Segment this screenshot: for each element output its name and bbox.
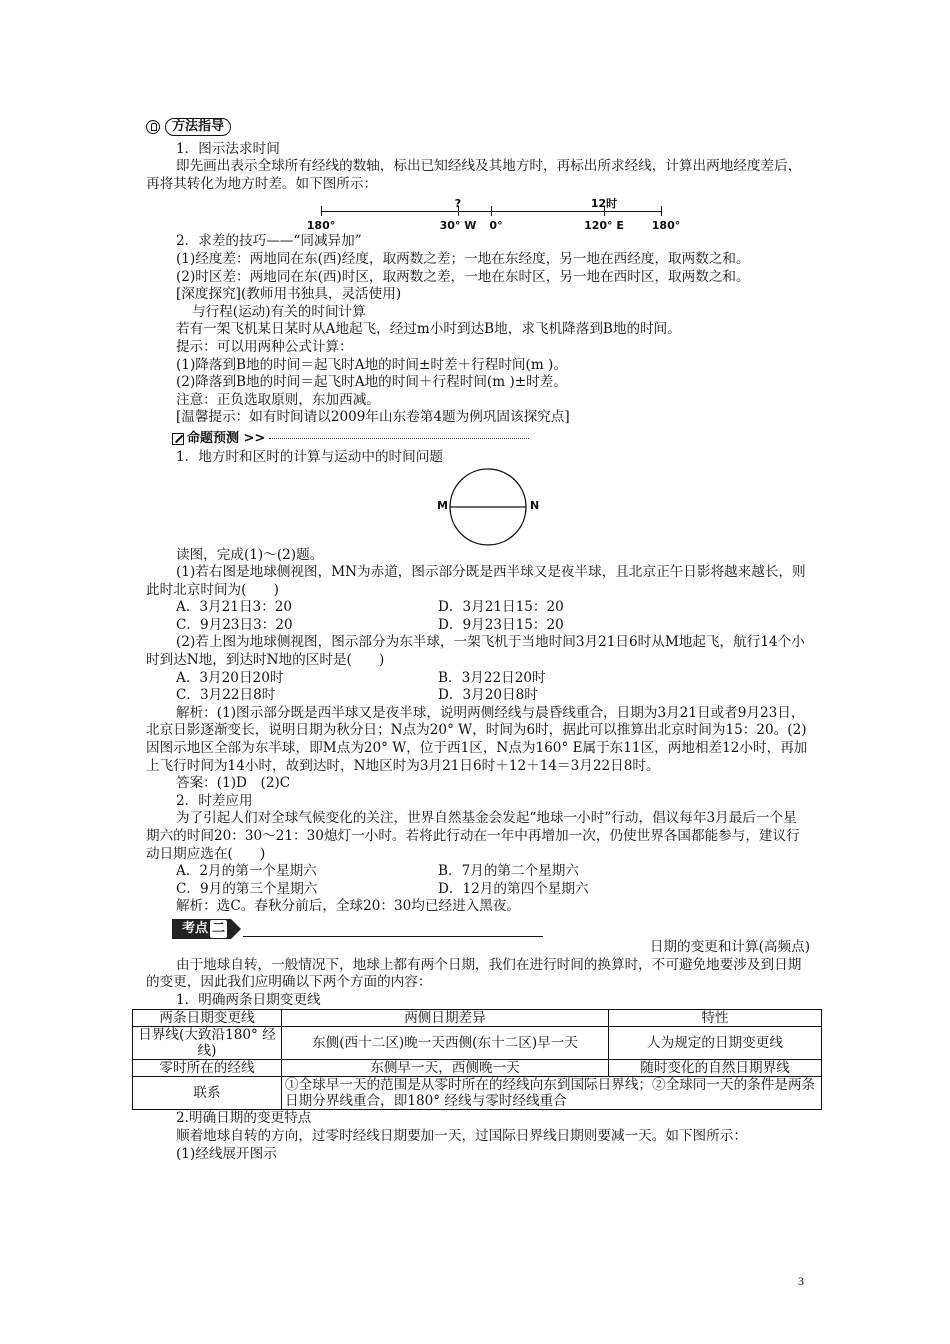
choice: D．12月的第四个星期六 [438, 880, 589, 897]
paragraph: [温馨提示：如有时间请以2009年山东卷第4题为例巩固该探究点] [176, 409, 570, 426]
time-label-12: 12时 [590, 197, 618, 211]
question-heading: 2．时差应用 [176, 792, 253, 809]
analysis: 解析：(1)图示部分既是西半球又是夜半球，说明两侧经线与晨昏线重合，日期为3月21日或者9月23日，北京日影逐渐变长，说明日期为秋分日；N点为20° W，时间为6时，据此可以推算出北京时间为15：20。(2)因图示地区全部为东半球，即M点为20° W，位于西1区，N点为160° E属于东11区，两地相差12小时，再加上飞行时间为14小时，故到达时，N地区时为3月21日6时＋12＋14＝3月22日8时。 [146, 704, 808, 774]
answer: 答案：(1)D (2)C [176, 775, 291, 792]
date-line-table [132, 1009, 822, 1110]
point-n-label: N [530, 498, 540, 512]
choices [146, 863, 810, 898]
table-header-cell: 两侧日期差异 [282, 1010, 609, 1027]
longitude-number-line [146, 195, 810, 233]
choice: C．9月的第三个星期六 [176, 880, 318, 897]
paragraph: 若有一架飞机某日某时从A地起飞，经过m小时到达B地，求飞机降落到B地的时间。 [176, 321, 681, 338]
choices [146, 599, 810, 634]
table-cell: 联系 [133, 1077, 282, 1110]
sub-question: (1)若右图是地球侧视图，MN为赤道，图示部分既是西半球又是夜半球，且北京正午日影将越来越长，则此时北京时间为( ) [146, 564, 806, 598]
table-header-cell: 特性 [609, 1010, 822, 1027]
kaodian-badge: 考点 二 [172, 919, 231, 939]
tick [321, 206, 322, 216]
tick-label: 180° [651, 219, 681, 233]
paragraph: 与行程(运动)有关的时间计算 [192, 303, 366, 320]
table-cell: 东侧(西十二区)晚一天西侧(东十二区)早一天 [282, 1027, 609, 1060]
question-text: 为了引起人们对全球气候变化的关注，世界自然基金会发起“地球一小时”行动，倡议每年3月最后一个星期六的时间20：30～21：30熄灯一小时。若将此行动在一年中再增加一次，仍使世界各国都能参与，建议行动日期应选在( ) [146, 810, 800, 862]
lightbulb-icon [146, 120, 160, 134]
heading: 2．求差的技巧——“同减异加” [176, 233, 362, 250]
paragraph: 读图，完成(1)～(2)题。 [176, 546, 324, 563]
earth-side-view-figure [146, 467, 810, 547]
paragraph: (1)降落到B地的时间＝起飞时A地的时间±时差＋行程时间(m )。 [176, 356, 567, 373]
tick-label: 180° [306, 219, 336, 233]
choice: D．3月20日8时 [438, 687, 538, 704]
choice: C．3月22日8时 [176, 687, 276, 704]
paragraph: [深度探究](教师用书独具，灵活使用) [176, 286, 402, 303]
tick-label: 120° E [584, 219, 624, 233]
table-row [133, 1027, 822, 1060]
paragraph: 即先画出表示全球所有经线的数轴，标出已知经线及其地方时，再标出所求经线，计算出两地经度差后，再将其转化为地方时差。如下图所示： [146, 158, 802, 192]
paragraph: 提示：可以用两种公式计算： [176, 338, 353, 355]
table-cell: ①全球早一天的范围是从零时所在的经线向东到国际日界线；②全球同一天的条件是两条日期分界线重合，即180° 经线与零时经线重合 [282, 1077, 822, 1110]
paragraph: (1)经度差：两地同在东(西)经度，取两数之差；一地在东经度，另一地在西经度，取两数之和。 [176, 250, 750, 267]
page-number: 3 [798, 1274, 804, 1288]
point-m-label: M [437, 498, 448, 512]
choice: B．7月的第二个星期六 [438, 863, 579, 880]
table-header-cell: 两条日期变更线 [133, 1010, 282, 1027]
prediction-header: 命题预测 >> [146, 429, 810, 449]
table-header-row [133, 1010, 822, 1027]
section-header-kaodian [146, 917, 810, 939]
paragraph: 顺着地球自转的方向，过零时经线日期要加一天，过国际日界线日期则要减一天。如下图所示： [176, 1127, 747, 1144]
earth-circle-diagram [146, 467, 810, 547]
tick [661, 206, 662, 216]
table-cell: 随时变化的自然日期界线 [609, 1060, 822, 1077]
tick-label: 30° W [439, 219, 477, 233]
analysis: 解析：选C。春秋分前后，全球20：30均已经进入黑夜。 [176, 898, 521, 915]
header-rule [243, 936, 543, 937]
table-cell: 日界线(大致沿180° 经线) [133, 1027, 282, 1060]
heading: 2.明确日期的变更特点 [176, 1110, 312, 1127]
table-cell: 人为规定的日期变更线 [609, 1027, 822, 1060]
choice: D．9月23日15：20 [438, 616, 564, 633]
choices [146, 670, 810, 705]
badge-arrow [231, 919, 241, 939]
paragraph: 由于地球自转，一般情况下，地球上都有两个日期，我们在进行时间的换算时，不可避免地要涉及到日期的变更，因此我们应明确以下两个方面的内容： [146, 956, 802, 991]
table-cell: 东侧早一天，西侧晚一天 [282, 1060, 609, 1077]
choice: A．3月21日3：20 [176, 599, 293, 616]
unknown-time-label: ? [454, 197, 462, 211]
method-badge: 方法指导 [146, 118, 810, 140]
tick-label: 0° [489, 219, 503, 233]
document-body [138, 118, 816, 1163]
question-heading: 1．地方时和区时的计算与运动中的时间问题 [176, 448, 443, 465]
choice: B．3月22日20时 [438, 669, 546, 686]
section-title: 日期的变更和计算(高频点) [649, 938, 810, 955]
choice: A．2月的第一个星期六 [176, 863, 317, 880]
table-cell: 零时所在的经线 [133, 1060, 282, 1077]
tick [491, 206, 492, 216]
pencil-icon [172, 433, 184, 445]
paragraph: (1)经线展开图示 [176, 1145, 277, 1162]
table-row [133, 1060, 822, 1077]
sub-question: (2)若上图为地球侧视图，图示部分为东半球，一架飞机于当地时间3月21日6时从M地起飞，航行14个小时到达N地，到达时N地的区时是( ) [146, 634, 805, 669]
paragraph: (2)时区差：两地同在东(西)时区，取两数之差，一地在东时区，另一地在西时区，取两数之和。 [176, 268, 750, 285]
paragraph: 注意：正负选取原则，东加西减。 [176, 391, 380, 408]
choice: A．3月20日20时 [176, 669, 284, 686]
choice: C．9月23日3：20 [176, 616, 293, 633]
heading-graphic-method: 1．图示法求时间 [176, 140, 280, 157]
heading: 1．明确两条日期变更线 [176, 991, 321, 1008]
choice: D．3月21日15：20 [438, 599, 564, 616]
dotted-rule [269, 438, 529, 439]
paragraph: (2)降落到B地的时间＝起飞时A地的时间＋行程时间(m )±时差。 [176, 374, 567, 391]
table-row [133, 1077, 822, 1110]
